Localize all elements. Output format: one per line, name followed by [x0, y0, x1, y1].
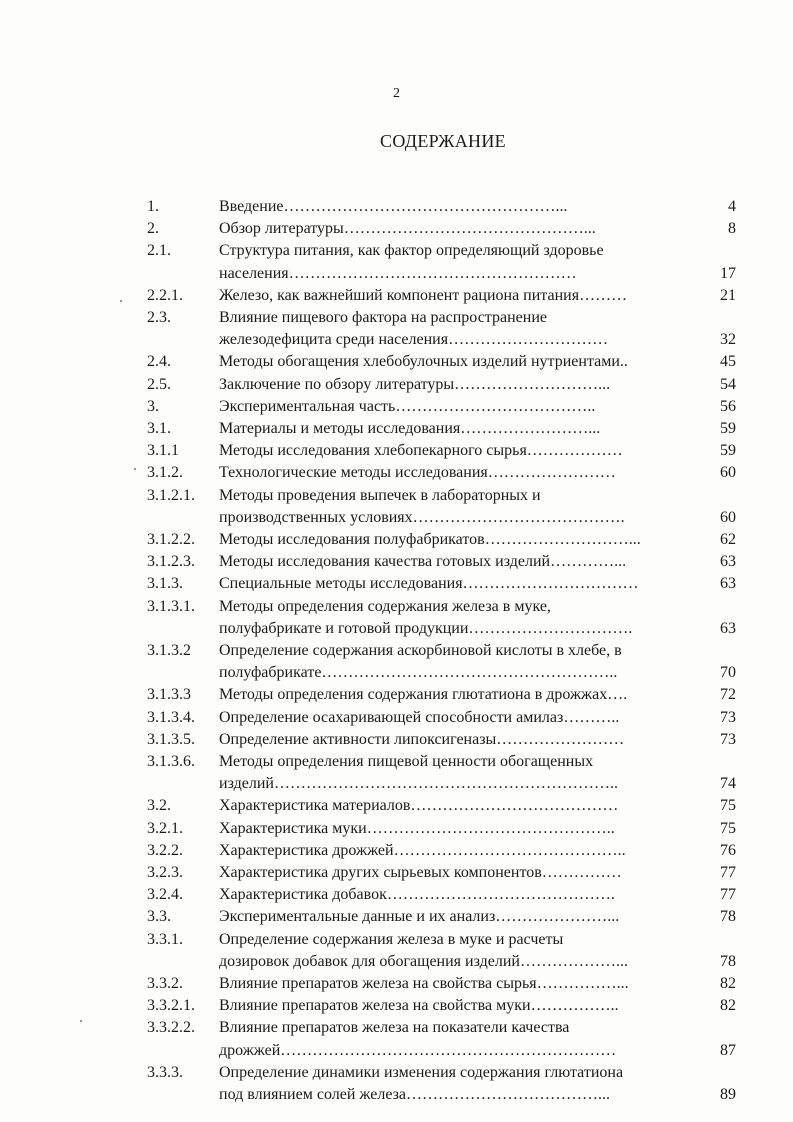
- toc-entry-number: 3.3.: [147, 908, 171, 926]
- toc-entry-page: 77: [720, 864, 736, 881]
- toc-entry-title: Методы обогащения хлебобулочных изделий нутриентами..: [219, 353, 628, 371]
- toc-entry-number: 3.3.1.: [147, 930, 183, 948]
- toc-entry-page: 75: [720, 819, 736, 837]
- toc-entry-title: Влияние препаратов железа на показатели качества: [219, 1019, 570, 1037]
- page-number: 2: [393, 86, 400, 101]
- toc-entry-title: Методы определения содержания глютатиона в дрожжах….: [219, 686, 628, 704]
- toc-entry-number: 3.: [147, 397, 159, 415]
- toc-entry-number: 3.3.2.: [147, 975, 183, 992]
- toc-entry-page: 63: [720, 553, 736, 571]
- toc-entry-page: 32: [720, 331, 736, 349]
- toc-entry: [0, 351, 793, 373]
- toc-entry: [0, 1017, 793, 1061]
- toc-entry-title: Обзор литературы………………………………………...: [219, 220, 596, 238]
- toc-entry-page: 8: [728, 220, 736, 238]
- toc-entry: [0, 573, 793, 595]
- toc-entry-title: Определение содержания аскорбиновой кислоты в хлебе, в: [219, 642, 622, 659]
- toc-entry: [0, 995, 793, 1017]
- toc-entry: [0, 751, 793, 795]
- toc-entry-title: Характеристика других сырьевых компонентов……………: [219, 864, 622, 881]
- toc-entry: [0, 551, 793, 573]
- toc-entry-number: 3.2.2.: [147, 841, 183, 859]
- toc-entry: [0, 462, 793, 484]
- toc-entry-page: 74: [720, 775, 736, 793]
- toc-entry-number: 2.1.: [147, 242, 171, 260]
- toc-entry-number: 2.: [147, 220, 159, 238]
- toc-entry-number: 3.3.2.1.: [147, 997, 195, 1015]
- toc-entry-page: 17: [720, 264, 736, 282]
- toc-entry: [0, 529, 793, 551]
- toc-entry: [0, 906, 793, 928]
- toc-entry-title: железодефицита среди населения…………………………: [219, 331, 609, 349]
- toc-entry-page: 77: [720, 886, 736, 904]
- toc-entry-title: Методы определения пищевой ценности обогащенных: [219, 753, 594, 770]
- toc-entry-number: 2.5.: [147, 375, 171, 393]
- toc-entry-title: Характеристика материалов…………………………………: [219, 797, 619, 815]
- toc-entry-page: 73: [720, 708, 736, 726]
- toc-entry-number: 3.3.3.: [147, 1063, 183, 1081]
- toc-entry-title: полуфабрикате………………………………………………..: [219, 664, 618, 682]
- toc-entry: [0, 285, 793, 307]
- toc-entry-page: 59: [720, 420, 736, 437]
- toc-entry: [0, 818, 793, 840]
- toc-entry-title: Влияние препаратов железа на свойства сырья……………...: [219, 975, 629, 992]
- toc-entry-title: Технологические методы исследования……………………: [219, 464, 616, 482]
- toc-entry: [0, 240, 793, 284]
- toc-entry-number: 3.2.4.: [147, 886, 183, 904]
- toc-entry: [0, 795, 793, 817]
- toc-entry-title: дозировок добавок для обогащения изделий………………...: [219, 952, 628, 970]
- toc-entry: [0, 684, 793, 706]
- toc-entry-page: 62: [720, 531, 736, 548]
- toc-entry-page: 54: [720, 375, 736, 393]
- toc-entry-page: 87: [720, 1041, 736, 1059]
- toc-entry-number: 3.2.3.: [147, 864, 183, 881]
- toc-entry-title: Определение осахаривающей способности амилаз………..: [219, 708, 620, 726]
- toc-entry-title: Определение содержания железа в муке и расчеты: [219, 930, 564, 948]
- toc-entry-title: Методы исследования хлебопекарного сырья………………: [219, 442, 623, 460]
- toc-entry: [0, 218, 793, 240]
- toc-entry-page: 60: [720, 508, 736, 526]
- toc-entry: [0, 640, 793, 684]
- toc-entry-number: 3.1.3.: [147, 575, 183, 593]
- toc-entry-number: 3.1.3.1.: [147, 597, 195, 615]
- toc-entry-title: Структура питания, как фактор определяющий здоровье: [219, 242, 604, 260]
- toc-entry: [0, 1062, 793, 1106]
- toc-entry-title: Влияние пищевого фактора на распространение: [219, 309, 547, 326]
- toc-entry-page: 73: [720, 730, 736, 748]
- toc-entry: [0, 307, 793, 351]
- toc-entry-page: 76: [720, 841, 736, 859]
- toc-entry: [0, 729, 793, 751]
- toc-entry-page: 45: [720, 353, 736, 371]
- toc-entry-title: Характеристика дрожжей……………………………………..: [219, 841, 626, 859]
- toc-entry: [0, 840, 793, 862]
- toc-entry: [0, 707, 793, 729]
- toc-entry-title: Железо, как важнейший компонент рациона питания………: [219, 286, 628, 304]
- toc-entry-title: Экспериментальные данные и их анализ…………………...: [219, 908, 620, 926]
- toc-entry: [0, 440, 793, 462]
- page-title: СОДЕРЖАНИЕ: [380, 131, 506, 151]
- toc-entry-page: 75: [720, 797, 736, 815]
- toc-entry: [0, 374, 793, 396]
- toc-entry-page: 21: [720, 286, 736, 304]
- toc-entry-title: полуфабрикате и готовой продукции………………………….: [219, 619, 633, 637]
- toc-entry-title: Заключение по обзору литературы………………………...: [219, 375, 611, 393]
- toc-entry-title: Специальные методы исследования……………………………: [219, 575, 639, 593]
- toc-entry-title: Характеристика муки………………………………………..: [219, 819, 615, 837]
- toc-entry-number: 3.1.2.: [147, 464, 183, 482]
- toc-entry-number: 1.: [147, 198, 159, 215]
- toc-entry-page: 82: [720, 975, 736, 992]
- toc-entry-number: 3.3.2.2.: [147, 1019, 195, 1037]
- toc-entry-number: 2.3.: [147, 309, 171, 326]
- toc-entry-page: 78: [720, 952, 736, 970]
- toc-entry-number: 2.2.1.: [147, 286, 183, 304]
- toc-entry-number: 3.1.3.4.: [147, 708, 195, 726]
- toc-entry-title: Определение активности липоксигеназы……………………: [219, 730, 625, 748]
- toc-entry-page: 78: [720, 908, 736, 926]
- toc-entry-title: под влиянием солей железа………………………………...: [219, 1085, 611, 1103]
- toc-entry-page: 59: [720, 442, 736, 460]
- toc-entry: [0, 862, 793, 884]
- toc-entry: [0, 596, 793, 640]
- toc-entry-page: 60: [720, 464, 736, 482]
- toc-entry-number: 3.1.2.3.: [147, 553, 195, 571]
- toc-entry-title: Влияние препаратов железа на свойства муки……………..: [219, 997, 619, 1015]
- toc-entry-number: 3.1.3.3: [147, 686, 191, 704]
- toc-entry-title: производственных условиях………………………………….: [219, 508, 625, 526]
- toc-entry-title: Материалы и методы исследования……………………...: [219, 420, 601, 437]
- toc-entry-page: 82: [720, 997, 736, 1015]
- toc-entry: [0, 418, 793, 440]
- toc-entry-number: 3.1.2.2.: [147, 531, 195, 548]
- toc-entry: [0, 196, 793, 218]
- toc-entry-number: 3.1.1: [147, 442, 179, 460]
- toc-entry-title: Методы определения содержания железа в муке,: [219, 597, 551, 615]
- toc-entry-title: населения………………………………………………: [219, 264, 577, 282]
- toc-entry: [0, 485, 793, 529]
- toc-entry-number: 3.1.: [147, 420, 171, 437]
- toc-entry: [0, 973, 793, 995]
- toc-entry-page: 89: [720, 1085, 736, 1103]
- toc-entry: [0, 396, 793, 418]
- toc-entry-title: Методы проведения выпечек в лабораторных и: [219, 486, 541, 504]
- toc-entry-number: 3.1.3.5.: [147, 730, 195, 748]
- toc-entry-title: Введение……………………………………………...: [219, 198, 568, 215]
- toc-entry-page: 72: [720, 686, 736, 704]
- toc-entry-number: 3.1.3.2: [147, 642, 191, 659]
- toc-entry: [0, 929, 793, 973]
- toc-entry-page: 56: [720, 397, 736, 415]
- toc-entry-number: 3.2.1.: [147, 819, 183, 837]
- toc-entry-page: 63: [720, 575, 736, 593]
- toc-entry-number: 3.1.3.6.: [147, 753, 195, 770]
- toc-entry-number: 2.4.: [147, 353, 171, 371]
- toc-entry-title: Характеристика добавок…………………………………….: [219, 886, 615, 904]
- toc-entry-title: Экспериментальная часть………………………………..: [219, 397, 596, 415]
- toc-entry-title: Методы исследования качества готовых изделий…………...: [219, 553, 627, 571]
- toc-entry-page: 63: [720, 619, 736, 637]
- toc-entry-title: изделий………………………………………………………..: [219, 775, 618, 793]
- toc-entry-title: Определение динамики изменения содержания глютатиона: [219, 1063, 624, 1081]
- toc-entry-page: 70: [720, 664, 736, 682]
- toc-entry-number: 3.2.: [147, 797, 171, 815]
- toc-entry-page: 4: [728, 198, 736, 215]
- toc-entry-title: дрожжей………………………………………………………: [219, 1041, 617, 1059]
- toc-entry-number: 3.1.2.1.: [147, 486, 195, 504]
- toc-entry: [0, 884, 793, 906]
- toc-entry-title: Методы исследования полуфабрикатов………………………...: [219, 531, 641, 548]
